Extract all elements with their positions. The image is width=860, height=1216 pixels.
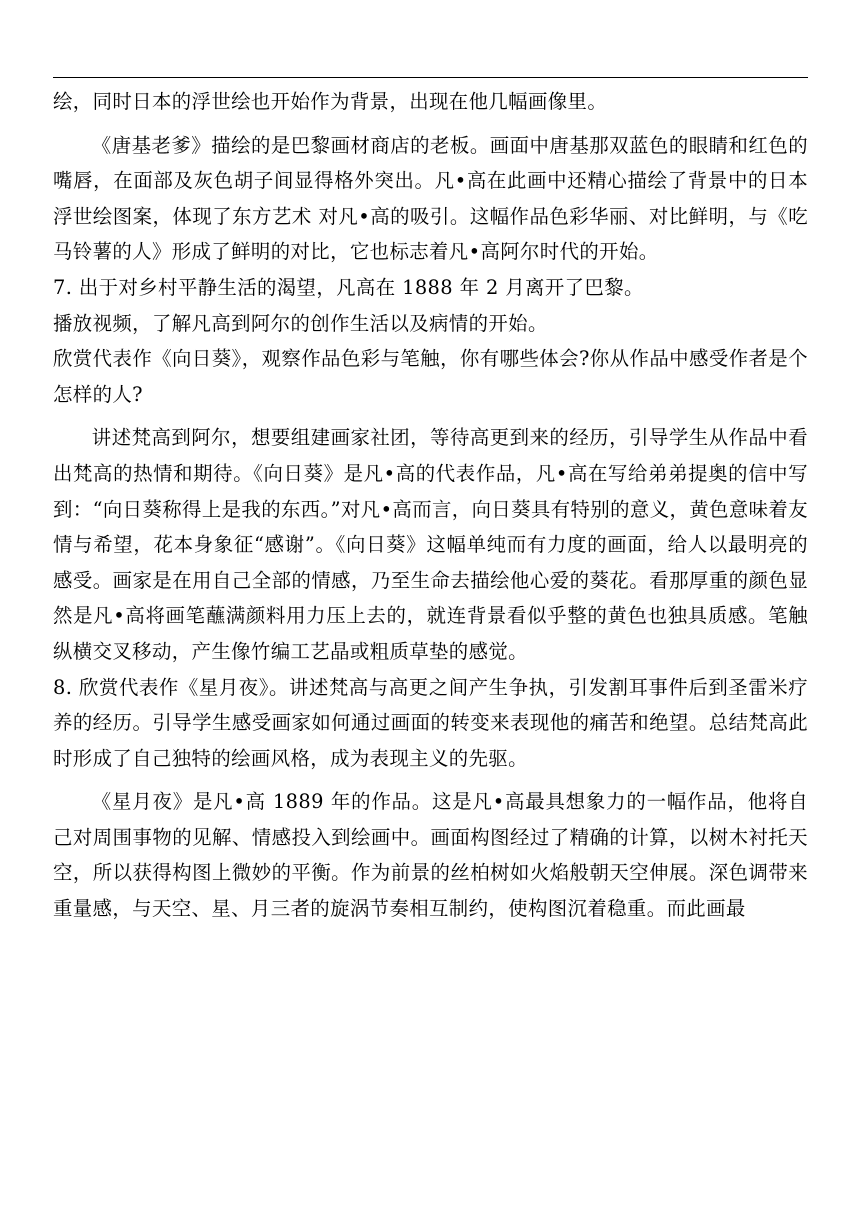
- document-body: [53, 84, 808, 927]
- header-rule: [53, 77, 808, 78]
- paragraph-continuation: 绘，同时日本的浮世绘也开始作为背景，出现在他几幅画像里。: [53, 90, 608, 113]
- paragraph-starry-night: 《星月夜》是凡•高 1889 年的作品。这是凡•高最具想象力的一幅作品，他将自己对周围事物的见解、情感投入到绘画中。画面构图经过了精确的计算，以树木衬托天空，所以获得构图上微妙的平衡。作为前景的丝柏树如火焰般朝天空伸展。深色调带来重量感，与天空、星、月三者的旋涡节奏相互制约，使构图沉着稳重。而此画最: [53, 790, 808, 921]
- paragraph-sunflowers: 讲述梵高到阿尔，想要组建画家社团，等待高更到来的经历，引导学生从作品中看出梵高的热情和期待。《向日葵》是凡•高的代表作品，凡•高在写给弟弟提奥的信中写到：“向日葵称得上是我的东西。”对凡•高而言，向日葵具有特别的意义，黄色意味着友情与希望，花本身象征“感谢”。《向日葵》这幅单纯而有力度的画面，给人以最明亮的感受。画家是在用自己全部的情感，乃至生命去描绘他心爱的葵花。看那厚重的颜色显然是凡•高将画笔蘸满颜料用力压上去的，就连背景看似乎整的黄色也独具质感。笔触纵横交叉移动，产生像竹编工艺晶或粗质草垫的感觉。: [53, 426, 809, 663]
- paragraph-sunflowers-question: 欣赏代表作《向日葵》，观察作品色彩与笔触，你有哪些体会?你从作品中感受作者是个怎样的人?: [53, 347, 808, 406]
- paragraph-step-8: 8. 欣赏代表作《星月夜》。讲述梵高与高更之间产生争执，引发割耳事件后到圣雷米疗养的经历。引导学生感受画家如何通过画面的转变来表现他的痛苦和绝望。总结梵高此时形成了自己独特的绘画风格，成为表现主义的先驱。: [53, 675, 808, 770]
- paragraph-video: 播放视频，了解凡高到阿尔的创作生活以及病情的开始。: [53, 311, 548, 335]
- paragraph-tanguy: 《唐基老爹》描绘的是巴黎画材商店的老板。画面中唐基那双蓝色的眼睛和红色的嘴唇，在面部及灰色胡子间显得格外突出。凡•高在此画中还精心描绘了背景中的日本浮世绘图案，体现了东方艺术 对凡•高的吸引。这幅作品色彩华丽、对比鲜明，与《吃马铃薯的人》形成了鲜明的对比，它也标志着凡•高阿尔时代的开始。: [53, 133, 808, 264]
- paragraph-step-7: 7. 出于对乡村平静生活的渴望，凡高在 1888 年 2 月离开了巴黎。: [53, 275, 644, 299]
